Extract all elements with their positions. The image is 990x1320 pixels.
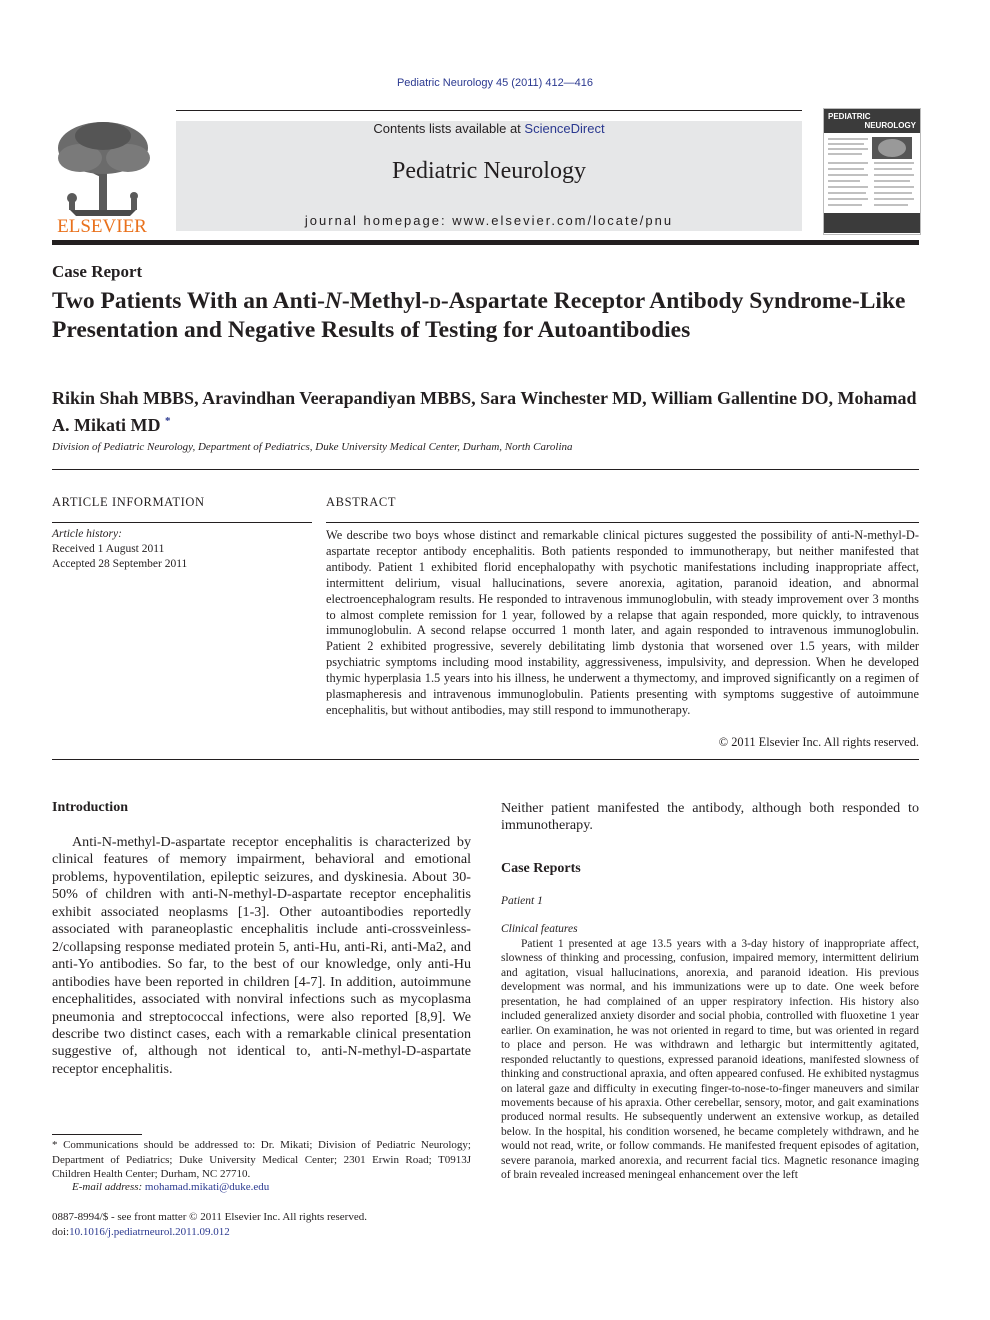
- introduction-paragraph: Anti-N-methyl-D-aspartate receptor encephalitis is characterized by clinical features of memory impairment, behavioral and emotional problems, hypoventilation, epileptic seizures, and dyskinesia. About 30-50% of children with anti-N-methyl-D-aspartate receptor encephalitis exhibit associated neoplasms [1-3]. Other autoantibodies reportedly associated with paraneoplastic encephalitis include anti-crossveinless-2/collapsing response mediated protein 5, anti-Hu, anti-Ri, anti-Ma2, and anti-Yo antibodies. So far, to the best of our knowledge, only anti-Hu antibodies have been reported in children [4-7]. In addition, autoimmune encephalitides, associated with nonviral infections such as mycoplasma pneumonia and streptococcal infections, were also reported [8,9]. We describe two distinct cases, each with a remarkable clinical presentation suggestive of, although not identical to, anti-N-methyl-D-aspartate receptor encephalitis.: [52, 834, 471, 1077]
- doi-label: doi:: [52, 1226, 70, 1238]
- received-date: Received 1 August 2011: [52, 543, 165, 555]
- journal-name: Pediatric Neurology: [392, 158, 586, 184]
- cover-title-line1: PEDIATRIC: [828, 112, 871, 121]
- case-reports-heading: Case Reports: [501, 861, 581, 876]
- abstract-text: We describe two boys whose distinct and remarkable clinical pictures suggested the possibility of anti-N-methyl-D-aspartate receptor antibody encephalitis. Both patients responded to immunotherapy, but neither manifested that antibody. Patient 1 exhibited florid encephalopathy with psychotic manifestations including inappropriate affect, intermittent delirium, visual hallucinations, severe anorexia, agitation, paranoid ideation, and abnormal electroencephalogram results. He responded to intravenous immunoglobulin, with steady improvement over 3 months to almost complete remission for 1 year, followed by a relapse that again responded, more quickly, to intravenous immunoglobulin. A second relapse occurred 1 month later, and again responded to intravenous immunoglobulin. Patient 2 exhibited progressive, severely debilitating limb dystonia that worsened over 1.5 years, with milder psychiatric symptoms including mood instability, aggressiveness, impulsivity, and depression. When he developed thymic hyperplasia 1.5 years into his illness, he underwent a thymectomy, and improved significantly on a regimen of plasmapheresis and intravenous immunoglobulin. Patients presenting with symptoms suggestive of autoimmune encephalitis, but without antibodies, may still respond to immunotherapy.: [326, 528, 919, 717]
- clinical-features-paragraph: Patient 1 presented at age 13.5 years with a 3-day history of inappropriate affect, slowness of thinking and processing, confusion, impaired memory, intermittent delirium and agitation, visual hallucinations, anorexia, and paranoid ideation. His previous development was normal, and his immunizations were up to date. One week before presentation, he had complained of an upper respiratory infection. His history also included generalized anxiety disorder and social phobia, controlled with fluoxetine 1 year earlier. On examination, he was not oriented in regard to time, but was oriented in regard to place and person. He was withdrawn and lethargic but intermittently agitated, responded reluctantly to questions, expressed paranoid ideations, manifested slowness of thinking and constructional apraxia, and often appeared confused. He exhibited nystagmus on lateral gaze and difficulty in executing finger-to-nose-to-finger maneuvers and similar movements because of his apraxia. Other cerebellar, sensory, motor, and gait examinations produced normal results. He subsequently underwent an extensive workup, as detailed below. In the hospital, his condition worsened, he became completely withdrawn, and he would not read, write, or follow commands. He manifested frequent episodes of agitation, severe paranoia, marked anorexia, and recurrent facial tics. Magnetic resonance imaging of brain revealed increased meningeal enhancement over the left: [501, 938, 919, 1182]
- doi-link[interactable]: 10.1016/j.pediatrneurol.2011.09.012: [69, 1226, 230, 1238]
- journal-citation[interactable]: Pediatric Neurology 45 (2011) 412—416: [396, 77, 594, 89]
- introduction-heading: Introduction: [52, 800, 128, 815]
- article-history: [52, 527, 312, 572]
- corresponding-author-mark[interactable]: *: [164, 415, 171, 427]
- author-list: [52, 387, 932, 437]
- title-part: -Methyl-: [341, 288, 430, 314]
- accepted-date: Accepted 28 September 2011: [52, 558, 188, 570]
- article-info-heading: ARTICLE INFORMATION: [52, 495, 205, 509]
- clinical-features-heading: Clinical features: [501, 923, 578, 935]
- article-type: Case Report: [52, 262, 143, 281]
- email-link[interactable]: mohamad.mikati@duke.edu: [144, 1181, 270, 1193]
- abstract-bottom-rule: [52, 759, 919, 760]
- doi-line: [52, 1226, 230, 1238]
- journal-cover-thumbnail: [823, 108, 921, 235]
- affiliation: Division of Pediatric Neurology, Department of Pediatrics, Duke University Medical Center, Durham, North Carolina: [52, 441, 573, 453]
- title-smallcaps-d: d: [429, 288, 441, 314]
- title-part: -Aspartate Receptor Antibody Syndrome-Like Presentation and Negative Results of Testing for Autoantibodies: [52, 288, 906, 343]
- article-title: [52, 287, 912, 345]
- cover-title-bar: [824, 109, 920, 133]
- intro-continuation: Neither patient manifested the antibody, although both responded to immunotherapy.: [501, 800, 919, 834]
- issn-line: 0887-8994/$ - see front matter © 2011 Elsevier Inc. All rights reserved.: [52, 1211, 367, 1223]
- correspondence-footnote: * Communications should be addressed to: Dr. Mikati; Division of Pediatric Neurology; Department of Pediatrics; Duke University Medical Center; 2301 Erwin Road; T0913J Children Health Center; Durham, NC 27710.: [52, 1139, 471, 1180]
- journal-homepage[interactable]: journal homepage: www.elsevier.com/locate/pnu: [304, 213, 674, 228]
- header-rule: [176, 110, 802, 111]
- cover-contents-lines: [824, 133, 920, 233]
- header-thick-rule: [52, 240, 919, 245]
- contents-prefix: Contents lists available at: [373, 121, 525, 136]
- authors-text: Rikin Shah MBBS, Aravindhan Veerapandiyan MBBS, Sara Winchester MD, William Gallentine DO, Mohamad A. Mikati MD: [52, 388, 917, 435]
- history-label: Article history:: [52, 528, 122, 540]
- abstract-heading: ABSTRACT: [326, 495, 397, 509]
- article-info-rule: [52, 522, 312, 523]
- sciencedirect-link[interactable]: ScienceDirect: [524, 121, 605, 136]
- patient-1-heading: Patient 1: [501, 895, 543, 907]
- title-part: Two Patients With an Anti-: [52, 288, 325, 314]
- affiliation-rule: [52, 469, 919, 470]
- abstract-copyright: © 2011 Elsevier Inc. All rights reserved.: [718, 735, 919, 749]
- introduction-text: [52, 834, 471, 1078]
- footnote-rule: [52, 1134, 142, 1135]
- svg-text:ELSEVIER: ELSEVIER: [57, 216, 147, 236]
- contents-line: [176, 121, 802, 136]
- title-italic-n: N: [324, 288, 342, 314]
- email-label: E-mail address:: [72, 1181, 145, 1193]
- abstract-rule: [326, 522, 919, 523]
- cover-title-line2: NEUROLOGY: [864, 121, 916, 130]
- elsevier-tree-logo: [50, 118, 154, 236]
- email-line: [52, 1181, 471, 1193]
- clinical-features-text: [501, 937, 919, 1183]
